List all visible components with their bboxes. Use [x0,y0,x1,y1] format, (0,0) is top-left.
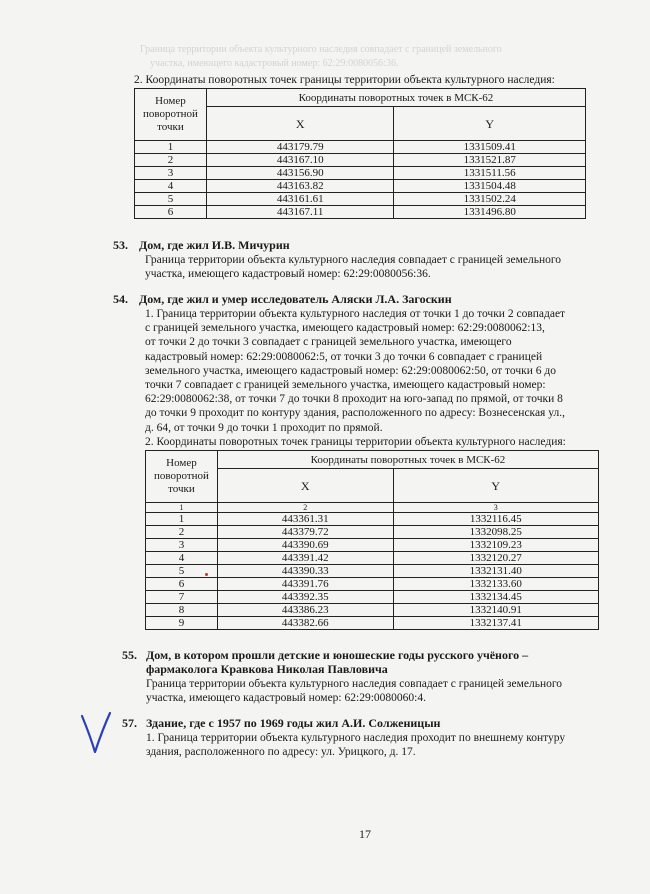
coordinates-table-1 [134,88,586,219]
text-line: д. 64, от точки 9 до точки 1 проходит по прямой. [145,421,383,434]
table2-head-number: Номер поворотной точки [146,451,218,503]
section-57-number: 57. [122,716,137,730]
point-number-cell: 8 [146,604,218,617]
y-coordinate-cell: 1332133.60 [393,578,599,591]
table2-colnum-2: 2 [217,503,393,513]
text-line: здания, расположенного по адресу: ул. Урицкого, д. 17. [146,746,416,759]
table2-head-coords: Координаты поворотных точек в МСК-62 [217,451,598,469]
bleed-through-text: Граница территории объекта культурного наследия совпадает с границей земельного [140,44,502,55]
y-coordinate-cell: 1332109.23 [393,539,599,552]
x-coordinate-cell: 443156.90 [206,167,394,180]
coordinates-table-2 [145,450,599,630]
point-number-cell: 4 [146,552,218,565]
x-coordinate-cell: 443361.31 [217,513,393,526]
text-line: до точки 9 проходит по контуру здания, расположенного по адресу: Вознесенская ул., [145,407,565,420]
bleed-through-text: участка, имеющего кадастровый номер: 62:29:0080056:36. [150,58,399,69]
y-coordinate-cell: 1332116.45 [393,513,599,526]
y-coordinate-cell: 1331511.56 [394,167,586,180]
text-line: Граница территории объекта культурного наследия совпадает с границей земельного [145,254,562,266]
table-row [135,154,586,167]
table2-caption: 2. Координаты поворотных точек границы территории объекта культурного наследия: [145,436,566,448]
table-row [146,578,599,591]
x-coordinate-cell: 443382.66 [217,617,393,630]
table1-head-y: Y [394,107,586,141]
point-number-cell: 9 [146,617,218,630]
table1-head-coords: Координаты поворотных точек в МСК-62 [206,89,585,107]
stray-red-dot [205,573,208,576]
y-coordinate-cell: 1331496.80 [394,206,586,219]
table-row [146,513,599,526]
text-line: кадастровый номер: 62:29:0080062:5, от точки 3 до точки 6 совпадает с границей [145,350,543,363]
section-55-text [146,677,593,705]
point-number-cell: 6 [135,206,207,219]
table-row [146,565,599,578]
section-55-number: 55. [122,648,137,662]
text-line: 62:29:0080062:38, от точки 7 до точки 8 проходит на юго-запад по прямой, от точки 8 [145,393,563,406]
section-54-title: Дом, где жил и умер исследователь Аляски Л.А. Загоскин [139,292,452,306]
y-coordinate-cell: 1332134.45 [393,591,599,604]
point-number-cell: 3 [146,539,218,552]
table2-head-y: Y [393,469,599,503]
y-coordinate-cell: 1332120.27 [393,552,599,565]
x-coordinate-cell: 443392.35 [217,591,393,604]
y-coordinate-cell: 1331504.48 [394,180,586,193]
x-coordinate-cell: 443161.61 [206,193,394,206]
x-coordinate-cell: 443391.76 [217,578,393,591]
table-row [135,141,586,154]
text-line: от точки 2 до точки 3 совпадает с границей земельного участка, имеющего [145,336,512,349]
point-number-cell: 3 [135,167,207,180]
table1-caption: 2. Координаты поворотных точек границы территории объекта культурного наследия: [134,74,555,86]
table-row [146,539,599,552]
y-coordinate-cell: 1331502.24 [394,193,586,206]
handwritten-check-mark-icon [78,710,114,756]
section-54-number: 54. [113,292,128,306]
section-55-title-line2: фармаколога Кравкова Николая Павловича [146,662,388,676]
section-53-text [145,253,592,281]
table-row [135,180,586,193]
y-coordinate-cell: 1332137.41 [393,617,599,630]
table2-colnum-1: 1 [146,503,218,513]
y-coordinate-cell: 1331509.41 [394,141,586,154]
y-coordinate-cell: 1331521.87 [394,154,586,167]
text-line: участка, имеющего кадастровый номер: 62:29:0080056:36. [145,268,431,281]
section-54-text [145,307,595,435]
table-row [146,552,599,565]
text-line: с границей земельного участка, имеющего кадастровый номер: 62:29:0080062:13, [145,322,545,335]
x-coordinate-cell: 443179.79 [206,141,394,154]
text-line: Граница территории объекта культурного наследия совпадает с границей земельного [146,678,563,690]
text-line: точки 7 совпадает с границей земельного участка, имеющего кадастровый номер: [145,379,546,392]
y-coordinate-cell: 1332140.91 [393,604,599,617]
x-coordinate-cell: 443391.42 [217,552,393,565]
point-number-cell: 1 [135,141,207,154]
x-coordinate-cell: 443390.69 [217,539,393,552]
x-coordinate-cell: 443386.23 [217,604,393,617]
point-number-cell: 2 [135,154,207,167]
text-line: 1. Граница территории объекта культурного наследия от точки 1 до точки 2 совпадает [145,308,566,320]
table1-head-x: X [206,107,394,141]
x-coordinate-cell: 443390.33 [217,565,393,578]
section-57-text [146,731,598,759]
point-number-cell: 4 [135,180,207,193]
table1-head-number: Номер поворотной точки [135,89,207,141]
x-coordinate-cell: 443167.10 [206,154,394,167]
table-row [146,526,599,539]
point-number-cell: 2 [146,526,218,539]
point-number-cell: 1 [146,513,218,526]
table2-colnum-3: 3 [393,503,599,513]
table-row [146,591,599,604]
table-row [135,206,586,219]
section-53-title: Дом, где жил И.В. Мичурин [139,238,290,252]
section-57-title: Здание, где с 1957 по 1969 годы жил А.И. Солженицын [146,716,441,730]
point-number-cell: 5 [146,565,218,578]
x-coordinate-cell: 443167.11 [206,206,394,219]
x-coordinate-cell: 443163.82 [206,180,394,193]
table-row [135,167,586,180]
text-line: земельного участка, имеющего кадастровый номер: 62:29:0080062:50, от точки 6 до [145,364,557,377]
table2-head-x: X [217,469,393,503]
table-row [146,604,599,617]
section-55-title-line1: Дом, в котором прошли детские и юношеские годы русского учёного – [146,648,529,662]
y-coordinate-cell: 1332131.40 [393,565,599,578]
point-number-cell: 5 [135,193,207,206]
x-coordinate-cell: 443379.72 [217,526,393,539]
point-number-cell: 7 [146,591,218,604]
table-row [146,617,599,630]
y-coordinate-cell: 1332098.25 [393,526,599,539]
section-53-number: 53. [113,238,128,252]
text-line: 1. Граница территории объекта культурного наследия проходит по внешнему контуру [146,732,566,744]
table-row [135,193,586,206]
text-line: участка, имеющего кадастровый номер: 62:29:0080060:4. [146,692,426,705]
page-number: 17 [359,827,371,841]
point-number-cell: 6 [146,578,218,591]
